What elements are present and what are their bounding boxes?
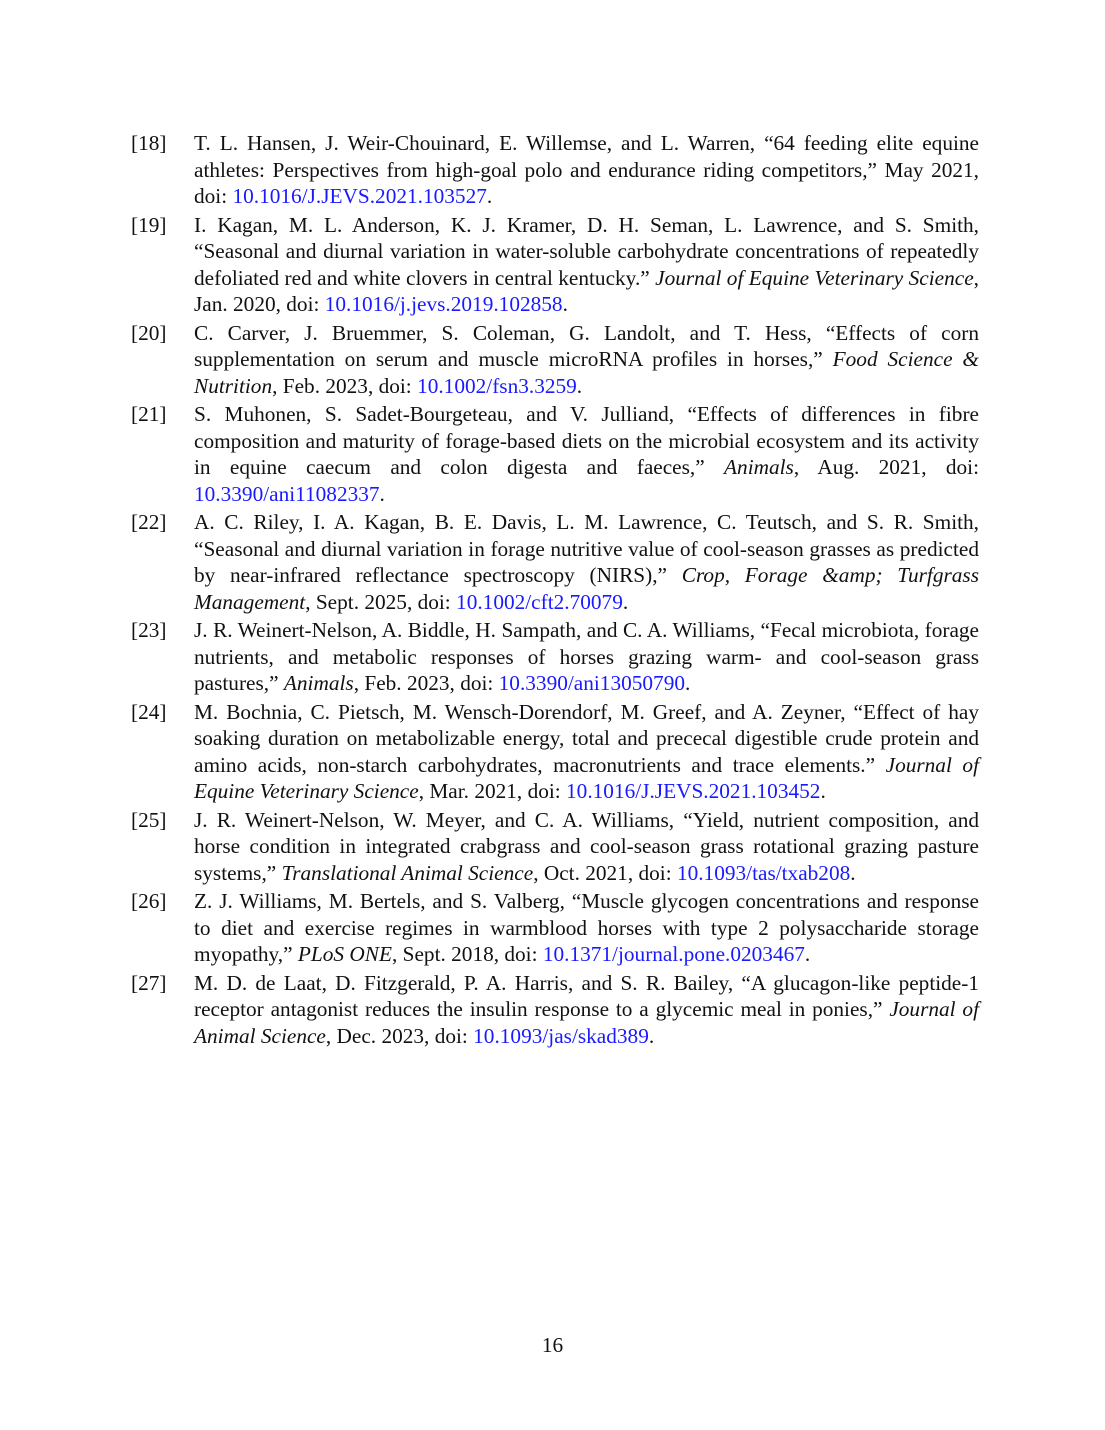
reference-venue: Crop, Forage &amp; Turfgrass Management [194,563,979,614]
reference-text: T. L. Hansen, J. Weir-Chouinard, E. Willemse, and L. Warren, “64 feeding elite equine athletes: Perspectives from high-goal polo and endurance riding competitors,” May 2021, doi: [194,131,979,208]
reference-end: . [820,779,826,803]
reference-text: M. Bochnia, C. Pietsch, M. Wensch-Dorendorf, M. Greef, and A. Zeyner, “Effect of hay soaking duration on metabolizable energy, total and prececal digestible crude protein and amino acids, non-starch carbohydrates, macronutrients and trace elements.” [194,699,979,777]
reference-date: , Oct. 2021, doi: [533,860,677,885]
reference-end: . [685,671,691,695]
reference-venue: Journal of Animal Science [194,997,979,1048]
reference-date: , Feb. 2023, doi: [272,373,418,398]
doi-link[interactable]: 10.1016/J.JEVS.2021.103452 [566,779,821,803]
reference-venue: Food Science & Nutrition [194,347,979,398]
reference-date: , Sept. 2025, doi: [305,589,457,614]
reference-number: [25] [131,807,167,832]
doi-link[interactable]: 10.1002/fsn3.3259 [417,373,577,398]
reference-text: Z. J. Williams, M. Bertels, and S. Valberg, “Muscle glycogen concentrations and response to diet and exercise regimes in warmblood horses with type 2 polysaccharide storage myopathy,” [194,889,979,966]
reference-item [131,970,979,1050]
reference-text: J. R. Weinert-Nelson, A. Biddle, H. Sampath, and C. A. Williams, “Fecal microbiota, forage nutrients, and metabolic responses of horses grazing warm- and cool-season grass pastures,” [194,618,979,695]
reference-item [131,509,979,615]
reference-text: I. Kagan, M. L. Anderson, K. J. Kramer, D. H. Seman, L. Lawrence, and S. Smith, “Seasonal and diurnal variation in water-soluble carbohydrate concentrations of repeatedly defoliated red and white clovers in central kentucky.” [194,212,979,290]
reference-item [131,617,979,697]
reference-date: , Aug. 2021, doi: [793,455,980,479]
doi-link[interactable]: 10.1016/j.jevs.2019.102858 [324,292,563,316]
reference-text: J. R. Weinert-Nelson, W. Meyer, and C. A. Williams, “Yield, nutrient composition, and horse condition in integrated crabgrass and cool-season grass rotational grazing pasture systems,” [194,807,979,885]
reference-number: [24] [131,699,167,724]
reference-venue: Journal of Equine Veterinary Science [655,265,974,290]
reference-number: [18] [131,131,167,155]
reference-date: , Sept. 2018, doi: [391,942,543,966]
reference-number: [23] [131,618,167,642]
reference-end: . [576,373,583,398]
reference-end: . [850,860,856,885]
doi-link[interactable]: 10.1016/J.JEVS.2021.103527 [232,184,487,208]
reference-item [131,130,979,210]
reference-date: , Mar. 2021, doi: [418,779,567,803]
reference-number: [21] [131,402,167,426]
doi-link[interactable]: 10.1093/tas/txab208 [676,860,851,885]
doi-link[interactable]: 10.1371/journal.pone.0203467 [542,942,805,966]
reference-number: [20] [131,320,167,345]
reference-end: . [562,292,568,316]
reference-text: A. C. Riley, I. A. Kagan, B. E. Davis, L. M. Lawrence, C. Teutsch, and S. R. Smith, “Seasonal and diurnal variation in forage nutritive value of cool-season grasses as predicted by near-infrared reflectance spectroscopy (NIRS),” [194,510,979,587]
page-number: 16 [541,1333,564,1357]
reference-number: [19] [131,212,167,237]
reference-date: , Jan. 2020, doi: [194,265,979,316]
reference-date: , Feb. 2023, doi: [353,671,499,695]
reference-text: C. Carver, J. Bruemmer, S. Coleman, G. Landolt, and T. Hess, “Effects of corn supplementation on serum and muscle microRNA profiles in horses,” [194,320,979,371]
reference-text: M. D. de Laat, D. Fitzgerald, P. A. Harris, and S. R. Bailey, “A glucagon-like peptide-1 receptor antagonist reduces the insulin response to a glycemic meal in ponies,” [194,970,979,1021]
reference-venue: Translational Animal Science [281,860,534,885]
reference-number: [22] [131,510,167,534]
doi-link[interactable]: 10.1093/jas/skad389 [473,1023,649,1048]
reference-end: . [379,481,385,506]
reference-venue: PLoS ONE [297,942,392,966]
reference-venue: Animals [724,455,794,479]
reference-item [131,807,979,887]
reference-item [131,212,979,318]
doi-link[interactable]: 10.1002/cft2.70079 [456,589,623,614]
reference-number: [27] [131,970,167,995]
doi-link[interactable]: 10.3390/ani11082337 [194,481,380,506]
reference-text: S. Muhonen, S. Sadet-Bourgeteau, and V. Julliand, “Effects of differences in fibre composition and maturity of forage-based diets on the microbial ecosystem and its activity in equine caecum and colon digesta and faeces,” [194,402,979,479]
reference-list [131,130,979,1051]
reference-end: . [648,1023,655,1048]
reference-end: . [804,942,811,966]
reference-end: . [622,589,629,614]
reference-item [131,888,979,968]
reference-date: , Dec. 2023, doi: [325,1023,474,1048]
reference-venue: Journal of Equine Veterinary Science [194,752,979,803]
reference-item [131,401,979,507]
reference-venue: Animals [283,671,354,695]
reference-end: . [486,184,493,208]
reference-item [131,320,979,400]
reference-item [131,699,979,805]
reference-number: [26] [131,889,167,913]
doi-link[interactable]: 10.3390/ani13050790 [498,671,685,695]
